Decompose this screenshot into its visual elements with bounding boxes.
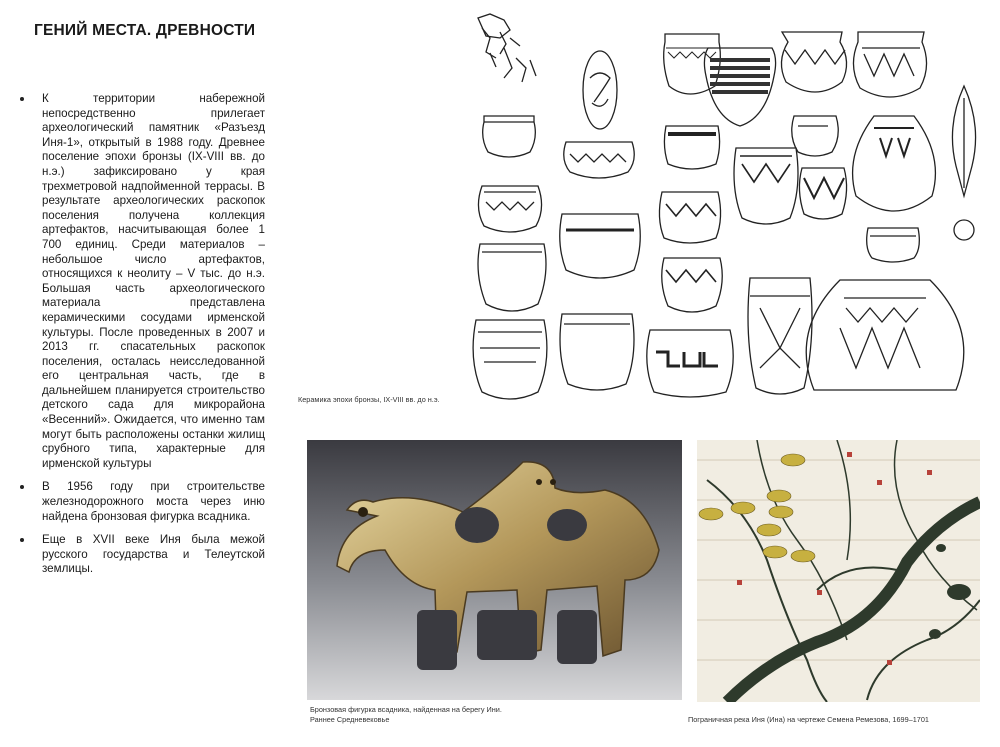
map-caption: Пограничная река Иня (Ина) на чертеже Семена Ремезова, 1699–1701 <box>688 715 929 724</box>
figure-caption-line1: Бронзовая фигурка всадника, найденная на берегу Ини. <box>310 705 502 714</box>
vessel <box>478 244 546 311</box>
vessel <box>647 330 733 397</box>
bullet-text: В 1956 году при строительстве железнодорожного моста через иню найдена бронзовая фигурка всадника. <box>42 480 265 523</box>
bullet-text: Еще в XVII веке Иня была межой русского государства и Телеутской землицы. <box>42 533 265 576</box>
bullet-item <box>18 92 265 471</box>
vessel <box>704 48 775 126</box>
vessel <box>662 258 723 312</box>
bullet-item <box>18 533 265 577</box>
page-title: ГЕНИЙ МЕСТА. ДРЕВНОСТИ <box>34 22 256 39</box>
horse-eye-icon <box>358 507 368 517</box>
bullet-list <box>18 92 265 586</box>
vessel <box>734 148 798 224</box>
figure-caption <box>310 705 610 725</box>
vessel <box>659 192 720 243</box>
vessel <box>664 126 719 169</box>
pottery-caption: Керамика эпохи бронзы, IX-VIII вв. до н.э. <box>298 395 440 404</box>
remezov-map-image <box>697 440 980 702</box>
vessel <box>853 32 926 97</box>
vessel <box>792 116 839 156</box>
bullet-dot-icon <box>20 485 24 489</box>
vessel <box>564 142 635 178</box>
vessel <box>853 116 936 211</box>
fragment-sketch <box>478 14 536 82</box>
bullet-dot-icon <box>20 97 24 101</box>
vessel <box>748 278 812 394</box>
bullet-dot-icon <box>20 538 24 542</box>
vessel <box>867 228 920 262</box>
vessel <box>806 280 964 390</box>
bullet-item <box>18 480 265 524</box>
vessel <box>799 168 846 219</box>
vessel <box>478 186 541 232</box>
spearhead <box>952 86 975 240</box>
bronze-rider-photo <box>307 440 682 700</box>
vessel <box>473 320 547 399</box>
figure-caption-line2: Раннее Средневековье <box>310 715 390 724</box>
vessel <box>483 116 536 157</box>
vessel <box>781 32 846 92</box>
bullet-text: К территории набережной непосредственно прилегает археологический памятник «Разъезд Иня-1», открытый в 1988 году. Древнее поселение эпохи бронзы (IX-VIII вв. до н.э.) зафиксировано у края трехметровой надпойменной террасы. В результате археологических раскопок поселения получена коллекция артефактов, насчитывающая более 1 700 единиц. Среди материалов – небольшое число артефактов, относящихся к неолиту – V тыс. до н.э. Большая часть археологического материала представлена керамическими сосудами ирменской культуры. После проведенных в 2007 и 2013 гг. спасательных раскопок поселения, осталась неисследованной его центральная часть, где в дальнейшем планируется строительство детского сада для микрорайона «Весенний». Ожидается, что именно там могут быть расположены останки жилищ срубного типа, характерные для ирменской культуры <box>42 92 265 470</box>
vessel <box>560 214 641 278</box>
amulet-sketch <box>583 51 617 129</box>
pottery-drawings-image <box>470 8 990 400</box>
vessel <box>560 314 634 390</box>
